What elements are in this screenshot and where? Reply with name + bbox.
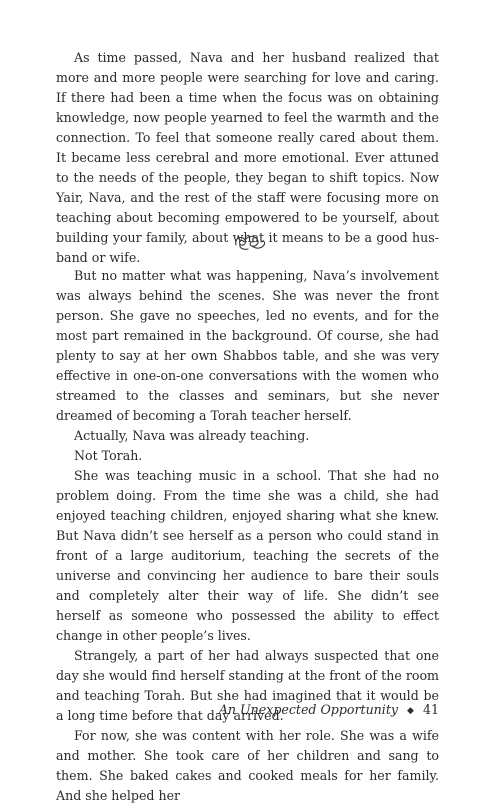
paragraph: For now, she was content with her role. She was a wife and mother. She took care of her children and sang to them. She baked cakes and cooked meals for her family. And she helped her — [56, 728, 439, 803]
paragraph: She was teaching music in a school. That she had no problem doing. From the time she was a child, she had enjoyed teaching children, enjoyed sharing what she knew. But Nava didn’t see herself as a person who could stand in front of a large auditorium, teaching the secrets of the universe and convincing her audience to bare their souls and completely alter their way of life. She didn’t see herself as someone who possessed the ability to effect change in other people’s lives. — [56, 468, 439, 643]
diamond-separator-icon: ◆ — [407, 706, 414, 716]
paragraph: Actually, Nava was already teaching. — [74, 428, 310, 443]
page-footer — [56, 700, 439, 722]
page-number: 41 — [422, 702, 439, 717]
running-chapter-title: An Unexpected Opportunity — [218, 702, 399, 717]
paragraph: Strangely, a part of her had always suspected that one day she would find herself standing at the front of the room and teaching Torah. But she had imagined that it would be a long time before that day arrived. — [56, 648, 439, 723]
paragraph: As time passed, Nava and her husband realized that more and more people were searching for love and caring. If there had been a time when the focus was on obtaining knowledge, now people yearned to feel the warmth and the connection. To feel that someone really cared about them. It became less cerebral and more emotional. Ever attuned to the needs of the people, they began to shift topics. Now Yair, Nava, and the rest of the staff were focusing more on teaching about becoming empowered to be yourself, about building your family, about what it means to be a good husband or wife. — [56, 50, 439, 265]
text-section-two — [56, 266, 439, 806]
flourish-ornament-icon — [230, 231, 270, 253]
paragraph: Not Torah. — [74, 448, 143, 463]
paragraph: But no matter what was happening, Nava’s involvement was always behind the scenes. She was never the front person. She gave no speeches, led no events, and for the most part remained in the background. Of course, she had plenty to say at her own Shabbos table, and she was very effective in one-on-one conversations with the women who streamed to the classes and seminars, but she never dreamed of becoming a Torah teacher herself. — [56, 268, 439, 423]
